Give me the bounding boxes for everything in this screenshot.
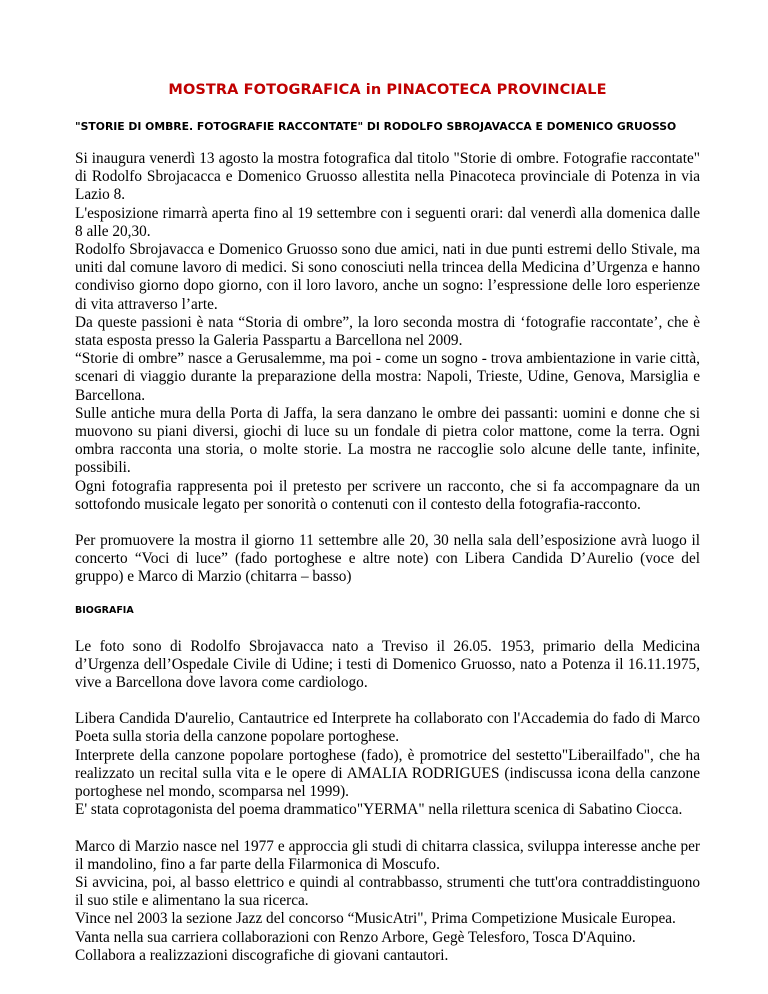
document-page: [75, 82, 700, 965]
paragraph: Per promuovere la mostra il giorno 11 settembre alle 20, 30 nella sala dell’esposizione avrà luogo il concerto “Voci di luce” (fado portoghese e altre note) con Libera Candida D’Aurelio (voce del gruppo) e Marco di Marzio (chitarra – basso): [75, 532, 700, 586]
bio-paragraph: Vanta nella sua carriera collaborazioni con Renzo Arbore, Gegè Telesforo, Tosca D'Aquino.: [75, 928, 636, 946]
bio-paragraph: Vince nel 2003 la sezione Jazz del concorso “MusicAtri", Prima Competizione Musicale Europea.: [75, 910, 676, 928]
biography-body: [75, 638, 700, 965]
page-title: MOSTRA FOTOGRAFICA in PINACOTECA PROVINCIALE: [168, 82, 607, 98]
bio-paragraph: E' stata coprotagonista del poema drammatico"YERMA" nella rilettura scenica di Sabatino Ciocca.: [75, 801, 683, 819]
bio-paragraph: Collabora a realizzazioni discografiche di giovani cantautori.: [75, 946, 449, 964]
paragraph: Si inaugura venerdì 13 agosto la mostra fotografica dal titolo "Storie di ombre. Fotografie raccontate" di Rodolfo Sbrojacacca e Domenico Gruosso allestita nella Pinacoteca provinciale di Potenza in via Lazio 8.: [75, 150, 700, 204]
bio-paragraph: Marco di Marzio nasce nel 1977 e approccia gli studi di chitarra classica, sviluppa interesse anche per il mandolino, fino a far parte della Filarmonica di Moscufo.: [75, 837, 700, 873]
paragraph: L'esposizione rimarrà aperta fino al 19 settembre con i seguenti orari: dal venerdì alla domenica dalle 8 alle 20,30.: [75, 204, 700, 240]
bio-paragraph: Interprete della canzone popolare portoghese (fado), è promotrice del sestetto"Liberailfado", che ha realizzato un recital sulla vita e le opere di AMALIA RODRIGUES (indiscussa icona della canzone portoghese nel mondo, scomparsa nel 1999).: [75, 746, 700, 801]
paragraph: “Storie di ombre” nasce a Gerusalemme, ma poi - come un sogno - trova ambientazione in varie città, scenari di viaggio durante la preparazione della mostra: Napoli, Trieste, Udine, Genova, Marsiglia e Barcellona.: [75, 350, 700, 404]
article-subtitle: "STORIE DI OMBRE. FOTOGRAFIE RACCONTATE" DI RODOLFO SBROJAVACCA E DOMENICO GRUOSSO: [75, 120, 677, 133]
paragraph: Ogni fotografia rappresenta poi il pretesto per scrivere un racconto, che si fa accompagnare da un sottofondo musicale legato per sonorità o contenuti con il contesto della fotografia-racconto.: [75, 477, 700, 513]
paragraph: Rodolfo Sbrojavacca e Domenico Gruosso sono due amici, nati in due punti estremi dello Stivale, ma uniti dal comune lavoro di medici. Si sono conosciuti nella trincea della Medicina d’Urgenza e hanno condiviso giorno dopo giorno, con il loro lavoro, anche un sogno: l’espressione delle loro esperienze di vita attraverso l’arte.: [75, 241, 700, 313]
paragraph: Sulle antiche mura della Porta di Jaffa, la sera danzano le ombre dei passanti: uomini e donne che si muovono su piani diversi, giochi di luce su un fondale di pietra color mattone, come la terra. Ogni ombra racconta una storia, o molte storie. La mostra ne raccoglie solo alcune delle tante, infinite, possibili.: [75, 404, 700, 477]
bio-paragraph: Si avvicina, poi, al basso elettrico e quindi al contrabbasso, strumenti che tutt'ora contraddistinguono il suo stile e alimentano la sua ricerca.: [75, 873, 700, 910]
bio-paragraph: Libera Candida D'aurelio, Cantautrice ed Interprete ha collaborato con l'Accademia do fado di Marco Poeta sulla storia della canzone popolare portoghese.: [75, 710, 700, 746]
section-heading-biografia: BIOGRAFIA: [75, 604, 134, 616]
article-body: [75, 150, 700, 587]
bio-paragraph: Le foto sono di Rodolfo Sbrojavacca nato a Treviso il 26.05. 1953, primario della Medicina d’Urgenza dell’Ospedale Civile di Udine; i testi di Domenico Gruosso, nato a Potenza il 16.11.1975, vive a Barcellona dove lavora come cardiologo.: [75, 637, 700, 692]
paragraph: Da queste passioni è nata “Storia di ombre”, la loro seconda mostra di ‘fotografie raccontate’, che è stata esposta presso la Galeria Passpartu a Barcellona nel 2009.: [75, 313, 700, 350]
